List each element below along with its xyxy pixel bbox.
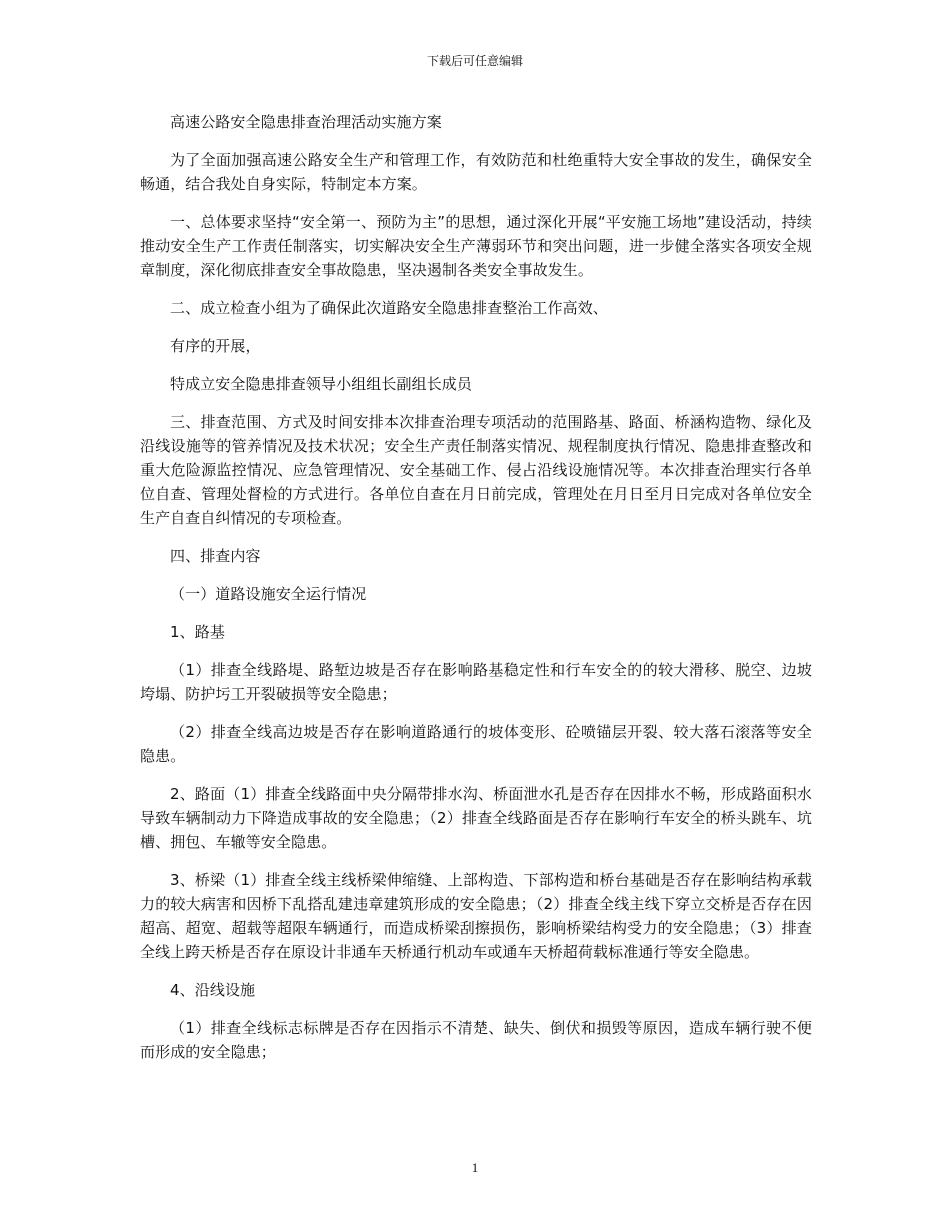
document-body [140,110,812,1078]
section-heading: 四、排查内容 [170,547,261,565]
paragraph: 为了全面加强高速公路安全生产和管理工作，有效防范和杜绝重特大安全事故的发生，确保安全畅通，结合我处自身实际，特制定本方案。 [140,151,812,193]
paragraph: （1）排查全线路堤、路堑边坡是否存在影响路基稳定性和行车安全的的较大滑移、脱空、边坡垮塌、防护圬工开裂破损等安全隐患； [140,661,812,703]
item-heading: 1、路基 [170,623,225,641]
paragraph: 三、排查范围、方式及时间安排本次排查治理专项活动的范围路基、路面、桥涵构造物、绿化及沿线设施等的管养情况及技术状况；安全生产责任制落实情况、规程制度执行情况、隐患排查整改和重大危险源监控情况、应急管理情况、安全基础工作、侵占沿线设施情况等。本次排查治理实行各单位自查、管理处督检的方式进行。各单位自查在月日前完成，管理处在月日至月日完成对各单位安全生产自查自纠情况的专项检查。 [140,413,812,527]
paragraph: 2、路面（1）排查全线路面中央分隔带排水沟、桥面泄水孔是否存在因排水不畅，形成路面积水导致车辆制动力下降造成事故的安全隐患；（2）排查全线路面是否存在影响行车安全的桥头跳车、坑槽、拥包、车辙等安全隐患。 [140,785,812,851]
paragraph: （1）排查全线标志标牌是否存在因指示不清楚、缺失、倒伏和损毁等原因，造成车辆行驶不便而形成的安全隐患； [140,1019,812,1061]
paragraph: 有序的开展， [170,337,261,355]
subsection-heading: （一）道路设施安全运行情况 [170,585,367,603]
page-header: 下载后可任意编辑 [426,54,523,68]
document-title: 高速公路安全隐患排查治理活动实施方案 [170,113,442,131]
item-heading: 4、沿线设施 [170,981,256,999]
paragraph: 3、桥梁（1）排查全线主线桥梁伸缩缝、上部构造、下部构造和桥台基础是否存在影响结构承载力的较大病害和因桥下乱搭乱建违章建筑形成的安全隐患；（2）排查全线主线下穿立交桥是否存在因超高、超宽、超载等超限车辆通行，而造成桥梁刮擦损伤，影响桥梁结构受力的安全隐患；（3）排查全线上跨天桥是否存在原设计非通车天桥通行机动车或通车天桥超荷载标准通行等安全隐患。 [140,871,812,961]
paragraph: 二、成立检查小组为了确保此次道路安全隐患排查整治工作高效、 [170,299,608,317]
paragraph: 特成立安全隐患排查领导小组组长副组长成员 [170,375,473,393]
paragraph: 一、总体要求坚持“安全第一、预防为主”的思想，通过深化开展“平安施工场地”建设活动，持续推动安全生产工作责任制落实，切实解决安全生产薄弱环节和突出问题，进一步健全落实各项安全规章制度，深化彻底排查安全事故隐患，坚决遏制各类安全事故发生。 [140,213,812,279]
paragraph: （2）排查全线高边坡是否存在影响道路通行的坡体变形、砼喷锚层开裂、较大落石滚落等安全隐患。 [140,723,812,765]
page-number: 1 [471,1160,479,1175]
